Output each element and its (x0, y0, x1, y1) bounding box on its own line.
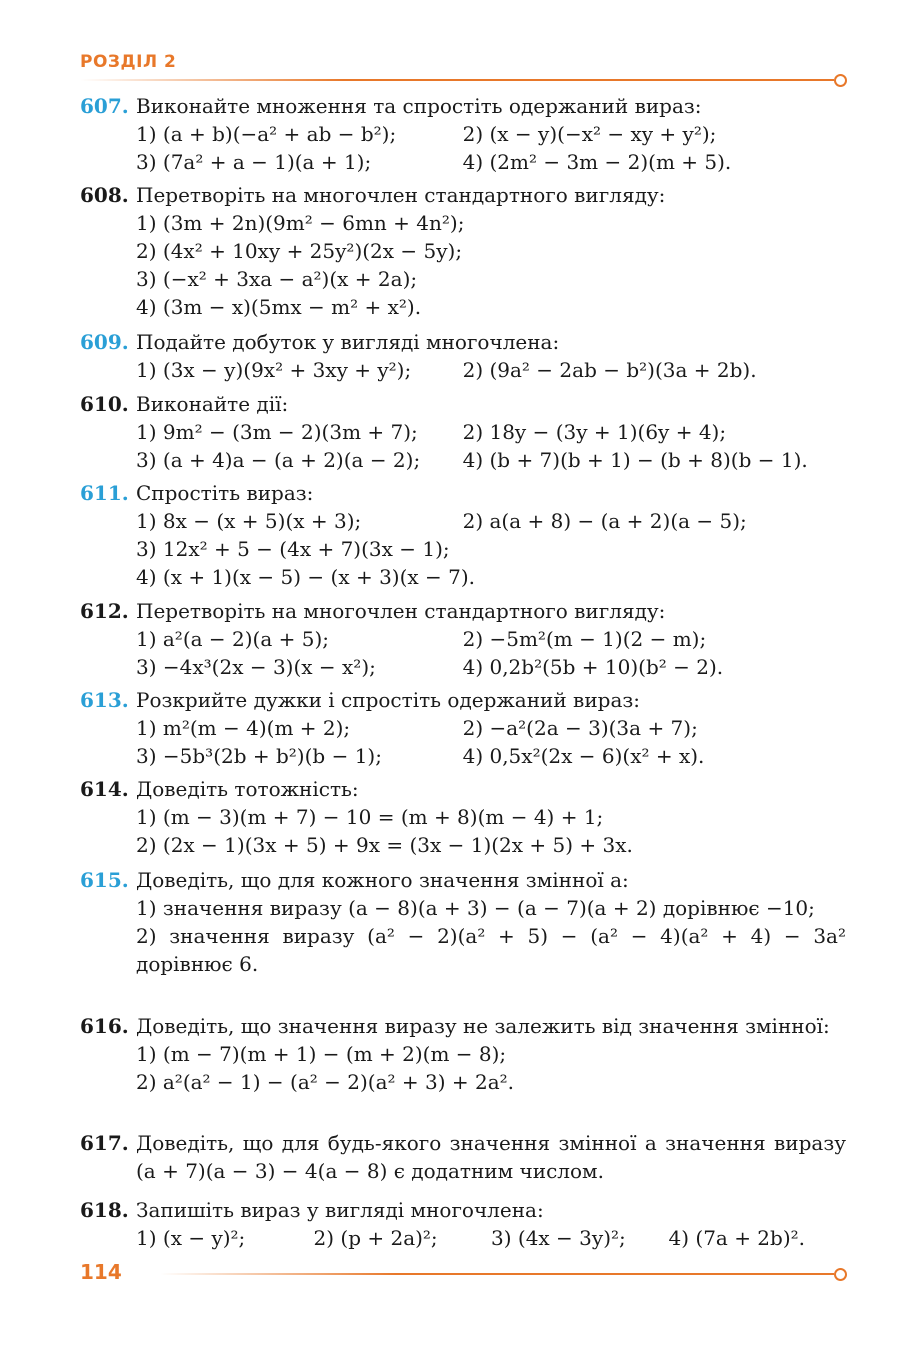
exercise-number: 612. (80, 599, 129, 623)
exercise-item: 3) 12x² + 5 − (4x + 7)(3x − 1); (136, 537, 450, 561)
exercise-item: 2) (2x − 1)(3x + 5) + 9x = (3x − 1)(2x + 5) + 3x. (136, 833, 633, 857)
exercise-title: Перетворіть на многочлен стандартного вигляду: (136, 183, 666, 207)
exercise-613 (80, 686, 846, 770)
section-header: РОЗДІЛ 2 (80, 52, 177, 72)
exercise-number: 615. (80, 868, 129, 892)
exercise-item: 3) −5b³(2b + b²)(b − 1); (136, 744, 382, 768)
exercise-615 (80, 866, 846, 978)
exercise-item: 4) 0,5x²(2x − 6)(x² + x). (462, 744, 705, 768)
exercise-item: 3) (a + 4)a − (a + 2)(a − 2); (136, 448, 421, 472)
exercise-number: 610. (80, 392, 129, 416)
exercise-item: 4) (7a + 2b)². (668, 1226, 806, 1250)
exercise-item: 3) −4x³(2x − 3)(x − x²); (136, 655, 376, 679)
exercise-title: Розкрийте дужки і спростіть одержаний вираз: (136, 688, 641, 712)
exercise-item: 2) значення виразу (a² − 2)(a² + 5) − (a² − 4)(a² + 4) − 3a² дорівнює 6. (136, 924, 846, 976)
exercise-number: 617. (80, 1131, 129, 1155)
exercise-number: 618. (80, 1198, 129, 1222)
exercise-title: Перетворіть на многочлен стандартного вигляду: (136, 599, 666, 623)
exercise-item: 4) (2m² − 3m − 2)(m + 5). (462, 150, 732, 174)
exercise-item: 1) (m − 7)(m + 1) − (m + 2)(m − 8); (136, 1042, 507, 1066)
exercise-item: 1) 8x − (x + 5)(x + 3); (136, 509, 362, 533)
exercise-number: 616. (80, 1014, 129, 1038)
exercise-item: 2) (x − y)(−x² − xy + y²); (462, 122, 717, 146)
exercise-item: 4) 0,2b²(5b + 10)(b² − 2). (462, 655, 724, 679)
exercise-item: 1) (a + b)(−a² + ab − b²); (136, 122, 397, 146)
exercise-title: Запишіть вираз у вигляді многочлена: (136, 1198, 544, 1222)
exercise-611 (80, 479, 846, 591)
exercise-item: 1) 9m² − (3m − 2)(3m + 7); (136, 420, 418, 444)
exercise-item: 2) 18y − (3y + 1)(6y + 4); (462, 420, 727, 444)
exercise-item: 3) (7a² + a − 1)(a + 1); (136, 150, 372, 174)
exercise-607 (80, 92, 846, 176)
exercise-612 (80, 597, 846, 681)
exercise-title: Доведіть, що значення виразу не залежить від значення змінної: (136, 1014, 830, 1038)
page-number: 114 (80, 1260, 122, 1284)
exercise-item: 4) (x + 1)(x − 5) − (x + 3)(x − 7). (136, 565, 476, 589)
exercise-item: 1) a²(a − 2)(a + 5); (136, 627, 330, 651)
exercise-item: 4) (b + 7)(b + 1) − (b + 8)(b − 1). (462, 448, 808, 472)
exercise-item: 1) значення виразу (a − 8)(a + 3) − (a − 7)(a + 2) дорівнює −10; (136, 896, 815, 920)
exercise-number: 611. (80, 481, 129, 505)
exercise-item: 2) −5m²(m − 1)(2 − m); (462, 627, 707, 651)
exercise-item: 2) −a²(2a − 3)(3a + 7); (462, 716, 698, 740)
exercise-item: 3) (−x² + 3xa − a²)(x + 2a); (136, 267, 418, 291)
exercise-item: 2) (4x² + 10xy + 25y²)(2x − 5y); (136, 239, 463, 263)
exercise-item: 1) (3x − y)(9x² + 3xy + y²); (136, 358, 412, 382)
exercise-title: Подайте добуток у вигляді многочлена: (136, 330, 560, 354)
exercise-title: Виконайте множення та спростіть одержаний вираз: (136, 94, 702, 118)
exercise-item: 2) (p + 2a)²; (313, 1226, 438, 1250)
exercise-item: 3) (4x − 3y)²; (491, 1226, 626, 1250)
exercise-item: 1) (x − y)²; (136, 1226, 246, 1250)
exercise-number: 607. (80, 94, 129, 118)
exercise-item: 4) (3m − x)(5mx − m² + x²). (136, 295, 422, 319)
exercise-number: 614. (80, 777, 129, 801)
footer-rule (160, 1273, 834, 1275)
exercise-title: Доведіть, що для будь-якого значення змінної a значення виразу (a + 7)(a − 3) − 4(a − 8) є додатним числом. (136, 1131, 846, 1183)
exercise-609 (80, 328, 846, 384)
exercise-616 (80, 1012, 846, 1096)
exercise-title: Доведіть тотожність: (136, 777, 359, 801)
exercise-title: Доведіть, що для кожного значення змінної a: (136, 868, 629, 892)
exercise-number: 608. (80, 183, 129, 207)
exercise-number: 609. (80, 330, 129, 354)
header-rule-end-circle (834, 74, 847, 87)
exercise-617 (80, 1129, 846, 1185)
exercise-item: 1) (3m + 2n)(9m² − 6mn + 4n²); (136, 211, 465, 235)
exercise-608 (80, 181, 846, 321)
exercise-618 (80, 1196, 846, 1252)
exercise-item: 1) m²(m − 4)(m + 2); (136, 716, 351, 740)
exercise-item: 2) a(a + 8) − (a + 2)(a − 5); (462, 509, 747, 533)
exercise-610 (80, 390, 846, 474)
exercise-614 (80, 775, 846, 859)
exercise-item: 2) a²(a² − 1) − (a² − 2)(a² + 3) + 2a². (136, 1070, 515, 1094)
header-rule (80, 79, 834, 81)
exercise-item: 2) (9a² − 2ab − b²)(3a + 2b). (462, 358, 757, 382)
exercise-title: Спростіть вираз: (136, 481, 314, 505)
exercise-item: 1) (m − 3)(m + 7) − 10 = (m + 8)(m − 4) + 1; (136, 805, 604, 829)
exercise-title: Виконайте дії: (136, 392, 289, 416)
footer-rule-end-circle (834, 1268, 847, 1281)
exercise-number: 613. (80, 688, 129, 712)
